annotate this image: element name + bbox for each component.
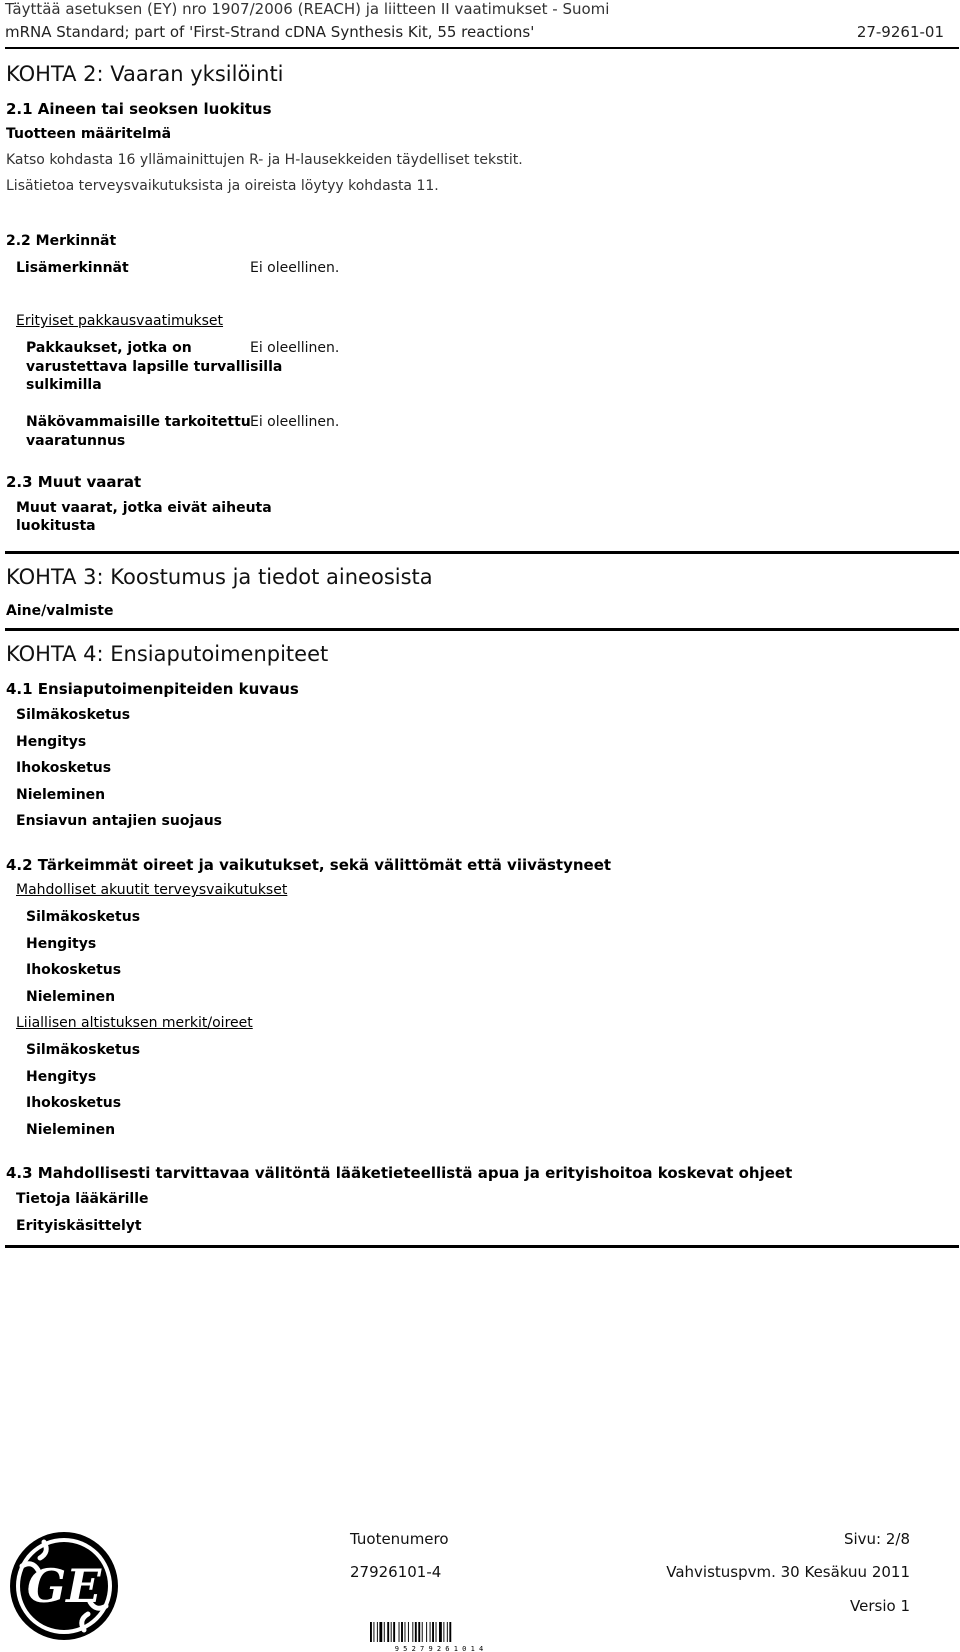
section-divider xyxy=(5,551,959,554)
extra-labelling-value: Ei oleellinen. xyxy=(250,260,340,276)
barcode-bar xyxy=(408,1622,409,1642)
subsection-2-3-title: 2.3 Muut vaarat xyxy=(6,473,142,491)
header-divider xyxy=(5,47,959,49)
extra-labelling-label: Lisämerkinnät xyxy=(16,260,129,276)
overexposure-item: Silmäkosketus xyxy=(26,1042,141,1058)
barcode-bar xyxy=(370,1622,372,1642)
barcode-bar xyxy=(399,1622,400,1642)
section-4-title: KOHTA 4: Ensiaputoimenpiteet xyxy=(6,642,329,666)
first-aid-item: Nieleminen xyxy=(16,787,106,803)
ge-logo-icon xyxy=(8,1530,120,1642)
section-3-title: KOHTA 3: Koostumus ja tiedot aineosista xyxy=(6,565,433,589)
overexposure-item: Hengitys xyxy=(26,1069,97,1085)
acute-effects-title: Mahdolliset akuutit terveysvaikutukset xyxy=(16,882,288,898)
tactile-warning-label-line-1: Näkövammaisille tarkoitettu xyxy=(26,414,251,430)
medical-advice-item: Tietoja lääkärille xyxy=(16,1191,149,1207)
barcode-bar xyxy=(432,1622,434,1642)
acute-effect-item: Silmäkosketus xyxy=(26,909,141,925)
ge-logo-text: GE xyxy=(26,1559,102,1613)
barcode-bar xyxy=(418,1622,420,1642)
barcode-bar xyxy=(377,1622,378,1642)
first-aid-item: Ihokosketus xyxy=(16,760,112,776)
medical-advice-item: Erityiskäsittelyt xyxy=(16,1218,142,1234)
barcode-bar xyxy=(449,1622,451,1642)
section-2-title: KOHTA 2: Vaaran yksilöinti xyxy=(6,62,284,86)
other-hazards-label-line-2: luokitusta xyxy=(16,518,96,534)
barcode xyxy=(368,1622,510,1652)
classification-text-1: Katso kohdasta 16 yllämainittujen R- ja H-lausekkeiden täydelliset tekstit. xyxy=(6,152,523,168)
child-resistant-label-line-3: sulkimilla xyxy=(26,377,102,393)
barcode-bar xyxy=(426,1622,427,1642)
barcode-bar xyxy=(373,1622,374,1642)
other-hazards-label-line-1: Muut vaarat, jotka eivät aiheuta xyxy=(16,500,272,516)
validation-date: Vahvistuspvm. 30 Kesäkuu 2011 xyxy=(666,1563,910,1581)
version-number: Versio 1 xyxy=(850,1597,910,1615)
barcode-bar xyxy=(422,1622,423,1642)
acute-effect-item: Nieleminen xyxy=(26,989,116,1005)
barcode-bar xyxy=(412,1622,413,1642)
barcode-bar xyxy=(401,1622,403,1642)
barcode-bar xyxy=(430,1622,431,1642)
subsection-4-3-title: 4.3 Mahdollisesti tarvittavaa välitöntä lääketieteellistä apua ja erityishoitoa koskevat ohjeet xyxy=(6,1164,793,1182)
first-aid-item: Silmäkosketus xyxy=(16,707,131,723)
barcode-bar xyxy=(387,1622,389,1642)
subsection-4-2-title: 4.2 Tärkeimmät oireet ja vaikutukset, sekä välittömät että viivästyneet xyxy=(6,856,612,874)
page-number: Sivu: 2/8 xyxy=(843,1530,910,1548)
child-resistant-value: Ei oleellinen. xyxy=(250,340,340,356)
barcode-bar xyxy=(447,1622,448,1642)
subsection-2-1-title: 2.1 Aineen tai seoksen luokitus xyxy=(6,100,272,118)
barcode-bar xyxy=(384,1622,385,1642)
packaging-requirements-title: Erityiset pakkausvaatimukset xyxy=(16,313,224,329)
substance-mixture-label: Aine/valmiste xyxy=(6,603,114,619)
overexposure-item: Nieleminen xyxy=(26,1122,116,1138)
barcode-bar xyxy=(391,1622,392,1642)
barcode-bar xyxy=(443,1622,444,1642)
barcode-bar xyxy=(436,1622,437,1642)
subsection-4-1-title: 4.1 Ensiaputoimenpiteiden kuvaus xyxy=(6,680,299,698)
barcode-bar xyxy=(415,1622,417,1642)
child-resistant-label-line-1: Pakkaukset, jotka on xyxy=(26,340,192,356)
acute-effect-item: Ihokosketus xyxy=(26,962,122,978)
classification-text-2: Lisätietoa terveysvaikutuksista ja oireista löytyy kohdasta 11. xyxy=(6,178,439,194)
product-name: mRNA Standard; part of 'First-Strand cDNA Synthesis Kit, 55 reactions' xyxy=(5,23,535,41)
overexposure-item: Ihokosketus xyxy=(26,1095,122,1111)
acute-effect-item: Hengitys xyxy=(26,936,97,952)
product-number: 27926101-4 xyxy=(350,1563,442,1581)
first-aid-item: Hengitys xyxy=(16,734,87,750)
tactile-warning-label-line-2: vaaratunnus xyxy=(26,433,126,449)
section-divider xyxy=(5,628,959,631)
barcode-bar xyxy=(439,1622,442,1642)
barcode-digits: 9 5 2 7 9 2 6 1 0 1 4 xyxy=(394,1645,484,1652)
first-aid-item: Ensiavun antajien suojaus xyxy=(16,813,222,829)
child-resistant-label-line-2: varustettava lapsille turvallisilla xyxy=(26,359,283,375)
section-divider xyxy=(5,1245,959,1248)
product-number-label: Tuotenumero xyxy=(350,1530,449,1548)
regulation-header: Täyttää asetuksen (EY) nro 1907/2006 (REACH) ja liitteen II vaatimukset - Suomi xyxy=(5,0,610,18)
barcode-bar xyxy=(405,1622,406,1642)
product-definition-label: Tuotteen määritelmä xyxy=(6,126,172,142)
barcode-bar xyxy=(379,1622,382,1642)
barcode-bar xyxy=(393,1622,395,1642)
product-code: 27-9261-01 xyxy=(856,23,944,41)
tactile-warning-value: Ei oleellinen. xyxy=(250,414,340,430)
subsection-2-2-title: 2.2 Merkinnät xyxy=(6,233,117,249)
overexposure-title: Liiallisen altistuksen merkit/oireet xyxy=(16,1015,253,1031)
